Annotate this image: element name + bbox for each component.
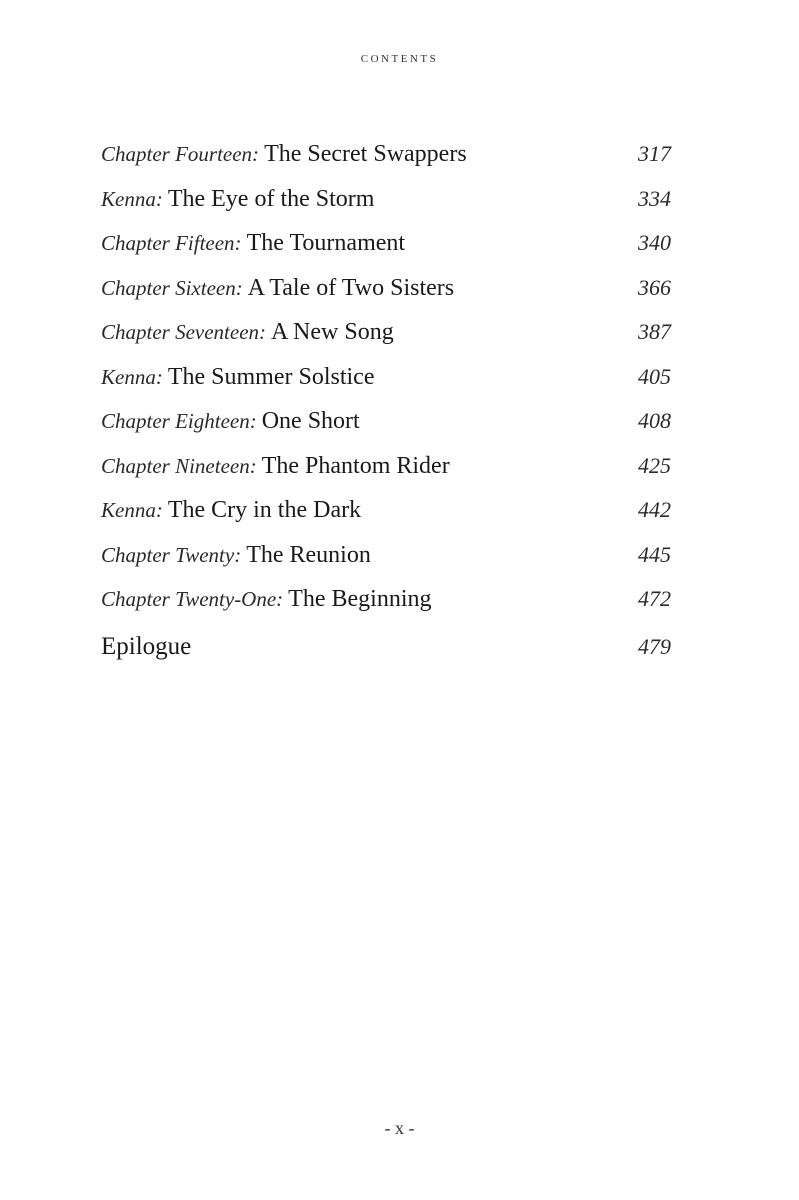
page-number-folio: - x - <box>384 1118 415 1138</box>
toc-entry-page: 387 <box>638 319 671 344</box>
toc-entry <box>101 132 671 177</box>
toc-entry-title: The Eye of the Storm <box>167 185 375 212</box>
toc-entry-label: Chapter Seventeen: <box>101 320 267 344</box>
toc-entry-title: The Summer Solstice <box>167 363 375 390</box>
toc-entry-page: 408 <box>638 408 671 433</box>
toc-entry-text <box>101 221 405 266</box>
toc-entry-label: Chapter Fifteen: <box>101 231 242 255</box>
toc-entry-title: The Beginning <box>288 586 432 612</box>
toc-entry-text <box>101 625 191 670</box>
toc-entry <box>101 221 671 266</box>
toc-entry-text <box>101 488 361 533</box>
toc-entry-text <box>101 577 431 622</box>
toc-entry-title: A Tale of Two Sisters <box>247 274 455 301</box>
toc-entry-page: 317 <box>638 141 671 166</box>
toc-entry-label: Chapter Eighteen: <box>101 409 257 433</box>
toc-entry-title: The Secret Swappers <box>264 141 467 167</box>
toc-entry-title: The Phantom Rider <box>261 452 450 479</box>
toc-entry-title: Epilogue <box>101 632 192 660</box>
toc-entry-page: 479 <box>638 633 671 659</box>
toc-entry-label: Kenna: <box>101 186 163 211</box>
toc-entry-label: Kenna: <box>101 498 163 522</box>
toc-entry <box>101 444 671 489</box>
toc-entry-text <box>101 444 450 489</box>
table-of-contents <box>101 132 671 669</box>
toc-entry-label: Chapter Fourteen: <box>101 142 260 166</box>
toc-entry-page: 425 <box>638 452 671 478</box>
toc-entry-page: 405 <box>638 363 671 389</box>
toc-entry-text <box>101 266 454 311</box>
toc-entry-title: The Cry in the Dark <box>167 497 362 523</box>
toc-entry-text <box>101 355 374 400</box>
toc-entry-label: Kenna: <box>101 364 163 389</box>
toc-entry-text <box>101 533 371 578</box>
toc-entry-page: 442 <box>638 497 671 522</box>
toc-entry-title: The Reunion <box>246 541 371 568</box>
toc-entry-title: One Short <box>261 408 360 434</box>
toc-entry-page: 340 <box>638 230 671 255</box>
toc-entry-label: Chapter Twenty: <box>101 542 242 567</box>
toc-entry <box>101 533 671 578</box>
toc-entry <box>101 577 671 622</box>
page-heading: contents <box>360 50 439 66</box>
toc-entry-label: Chapter Twenty-One: <box>101 587 284 611</box>
toc-entry <box>101 177 671 222</box>
toc-entry <box>101 355 671 400</box>
toc-entry-page: 366 <box>638 274 671 300</box>
toc-entry <box>101 310 671 355</box>
toc-entry <box>101 488 671 533</box>
toc-entry <box>101 266 671 311</box>
toc-entry-label: Chapter Sixteen: <box>101 275 243 300</box>
toc-entry-text <box>101 399 360 444</box>
toc-entry-page: 445 <box>638 541 671 567</box>
toc-entry-text <box>101 132 467 177</box>
toc-entry-text <box>101 310 394 355</box>
toc-entry-label: Chapter Nineteen: <box>101 453 257 478</box>
toc-entry-title: A New Song <box>271 319 394 345</box>
toc-entry-epilogue <box>101 625 671 670</box>
toc-entry <box>101 399 671 444</box>
toc-entry-page: 472 <box>638 586 671 611</box>
toc-entry-page: 334 <box>638 185 671 211</box>
toc-entry-title: The Tournament <box>246 230 406 256</box>
toc-entry-text <box>101 177 374 222</box>
